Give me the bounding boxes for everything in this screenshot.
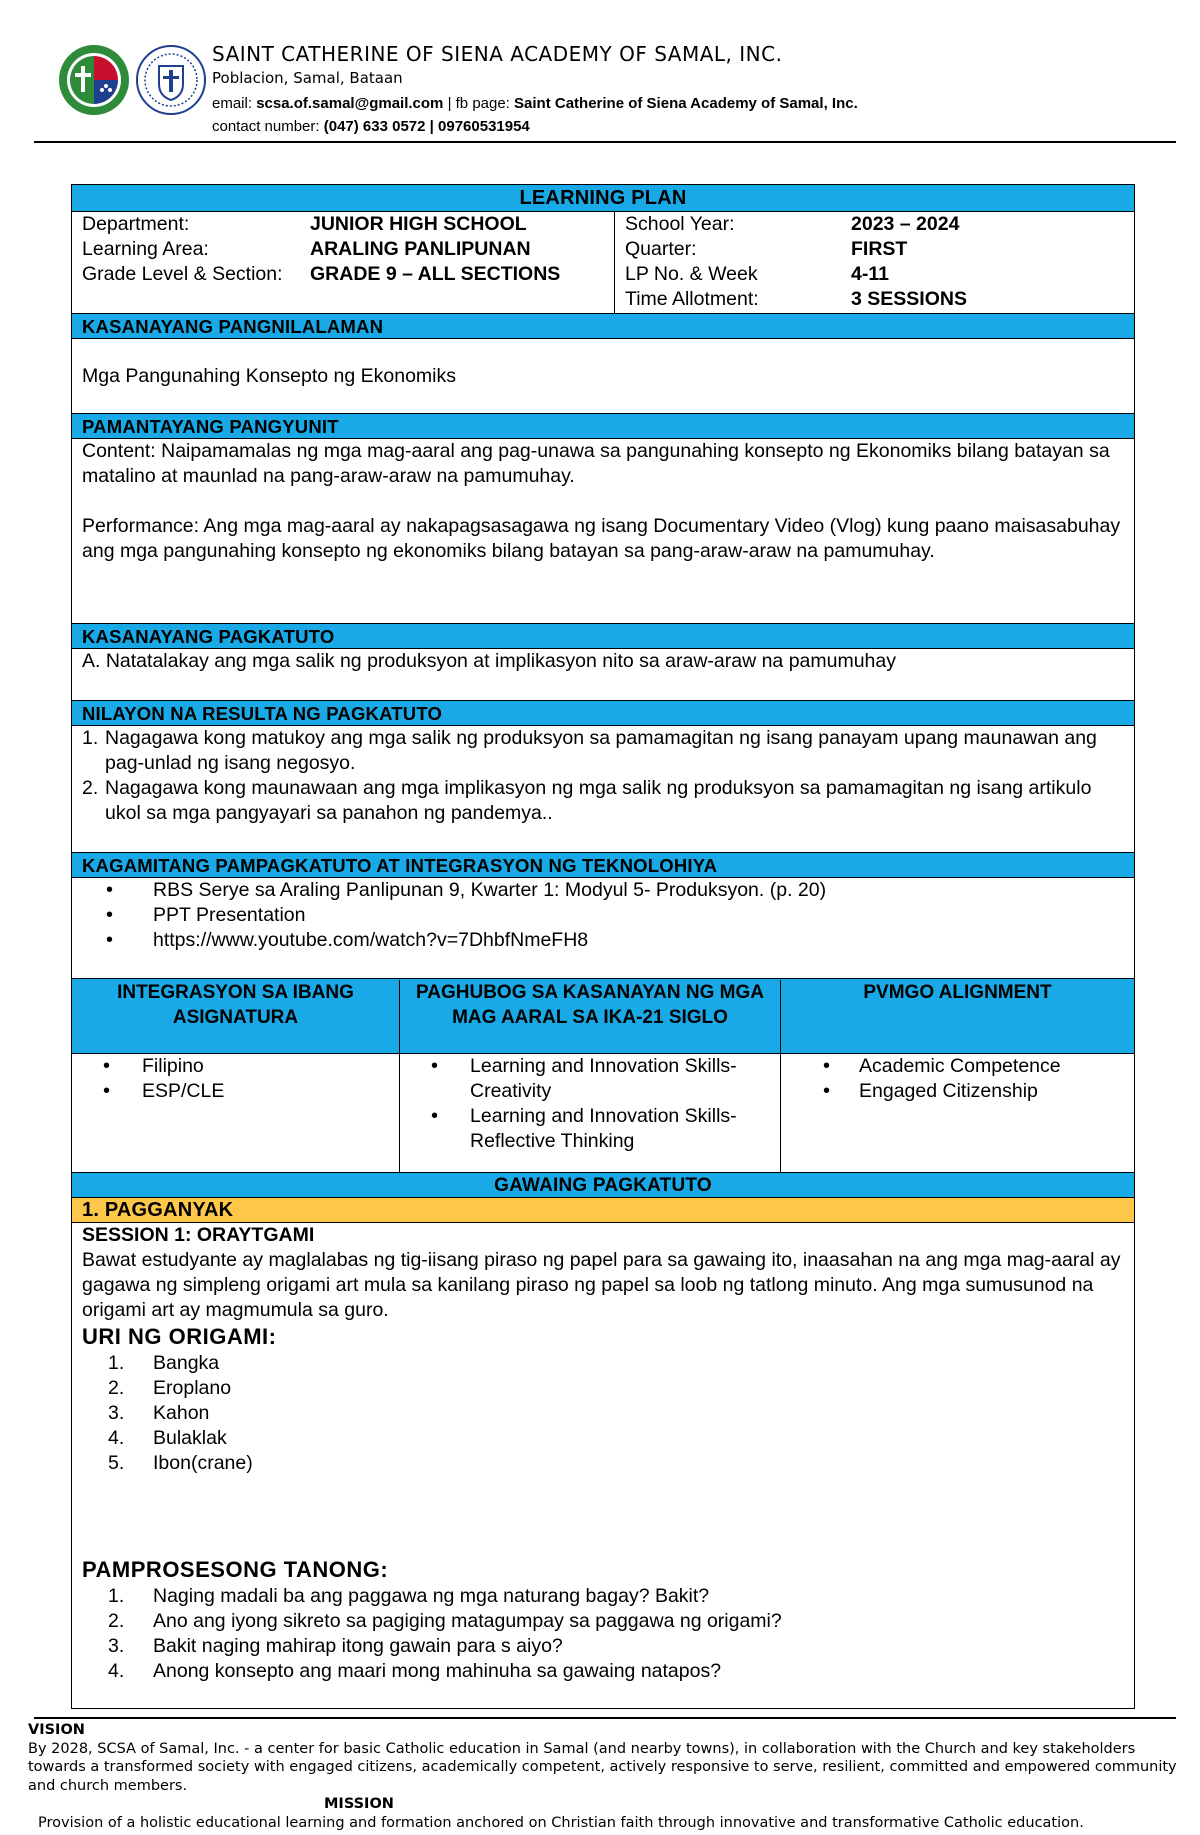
kasanayang-pangnilalaman-text: Mga Pangunahing Konsepto ng Ekonomiks [82, 365, 457, 387]
info-label: Quarter: [625, 238, 697, 260]
info-label: Department: [82, 213, 190, 235]
pamprosesong-tanong-list [72, 1584, 1124, 1684]
school-contact-line [212, 118, 530, 135]
plan-info-row [72, 212, 1134, 314]
section-nilayon: NILAYON NA RESULTA NG PAGKATUTO [72, 701, 1134, 726]
item-text: Ibon(crane) [153, 1452, 253, 1474]
school-name: SAINT CATHERINE OF SIENA ACADEMY OF SAMAL, INC. [212, 42, 783, 66]
learning-plan-title: LEARNING PLAN [72, 185, 1134, 212]
mission-text: Provision of a holistic educational learning and formation anchored on Christian faith through innovative and transformative Catholic education. [38, 1814, 1084, 1831]
section-pagganyak: 1. PAGGANYAK [72, 1198, 1134, 1223]
item-text: Nagagawa kong maunawaan ang mga implikasyon ng mga salik ng produksyon sa pamamagitan ng isang artikulo ukol sa mga pangyayari sa panahon ng pandemya.. [105, 777, 1092, 824]
section-kagamitan: KAGAMITANG PAMPAGKATUTO AT INTEGRASYON NG TEKNOLOHIYA [72, 853, 1134, 878]
info-row [82, 237, 604, 262]
section-kasanayang-pangnilalaman: KASANAYANG PANGNILALAMAN [72, 314, 1134, 339]
header-paghubog: PAGHUBOG SA KASANAYAN NG MGA MAG AARAL SA IKA-21 SIGLO [400, 980, 781, 1053]
item-number: 1. [108, 1585, 125, 1607]
nilayon-item [82, 776, 1124, 826]
three-column-body [72, 1054, 1134, 1173]
item-text: Anong konsepto ang maari mong mahinuha sa gawaing natapos? [153, 1660, 722, 1682]
gawain-intro: Bawat estudyante ay maglalabas ng tig-iisang piraso ng papel para sa gawaing ito, inaasahan na ang mga mag-aaral ay gagawa ng simpleng origami art mula sa kanilang piraso ng papel sa loob ng tatlong minuto. Ang mga sumusunod na origami art ay magmumula sa guro. [82, 1249, 1121, 1321]
paghubog-cell [400, 1054, 781, 1172]
vision-text: By 2028, SCSA of Samal, Inc. - a center for basic Catholic education in Samal (and nearby towns), in collaboration with the Church and key stakeholders towards a transformed society with engaged citizens, academically competent, actively responsive to serve, resilient, committed and empowered community and church members. [28, 1740, 1177, 1794]
origami-item [72, 1376, 1124, 1401]
email-label: email: [212, 95, 257, 112]
info-label: Time Allotment: [625, 288, 759, 310]
item-text: Ano ang iyong sikreto sa pagiging matagumpay sa paggawa ng origami? [153, 1610, 782, 1632]
origami-item [72, 1401, 1124, 1426]
school-email-line [212, 95, 858, 112]
info-row [625, 237, 1124, 262]
school-seal-logo [58, 44, 130, 116]
tanong-item [72, 1659, 1124, 1684]
section-pamantayang-pangyunit: PAMANTAYANG PANGYUNIT [72, 414, 1134, 439]
item-number: 5. [108, 1452, 125, 1474]
info-row [82, 212, 604, 237]
mission-title: MISSION [324, 1796, 394, 1812]
school-address: Poblacion, Samal, Bataan [212, 69, 403, 87]
fb-label: | fb page: [443, 95, 515, 112]
header-divider [34, 141, 1176, 143]
info-value: GRADE 9 – ALL SECTIONS [310, 263, 561, 285]
pvmgo-list [781, 1054, 1134, 1104]
item-number: 1. [108, 1352, 125, 1374]
item-number: 3. [108, 1402, 125, 1424]
item-number: 1. [82, 727, 99, 749]
info-value: 3 SESSIONS [851, 288, 967, 310]
letterhead [0, 0, 1200, 150]
paghubog-item: • Learning and Innovation Skills- Reflective Thinking [400, 1104, 780, 1154]
contact-number: (047) 633 0572 | 09760531954 [323, 118, 530, 135]
footer [28, 1721, 1188, 1832]
item-number: 2. [82, 777, 99, 799]
fb-page: Saint Catherine of Siena Academy of Samal, Inc. [514, 95, 858, 112]
integrasyon-item: • ESP/CLE [72, 1079, 399, 1104]
nilayon-cell [72, 726, 1134, 853]
integrasyon-item: • Filipino [72, 1054, 399, 1079]
item-number: 4. [108, 1660, 125, 1682]
plan-info-right [615, 212, 1134, 313]
paghubog-item: • Learning and Innovation Skills- Creativity [400, 1054, 780, 1104]
tanong-item [72, 1634, 1124, 1659]
kagamitan-item: • RBS Serye sa Araling Panlipunan 9, Kwarter 1: Modyul 5- Produksyon. (p. 20) [72, 878, 1134, 903]
item-number: 2. [108, 1610, 125, 1632]
item-text: Naging madali ba ang paggawa ng mga naturang bagay? Bakit? [153, 1585, 710, 1607]
info-label: Grade Level & Section: [82, 263, 283, 285]
pvmgo-item: • Academic Competence [781, 1054, 1134, 1079]
pamprosesong-tanong-title: PAMPROSESONG TANONG: [82, 1557, 389, 1582]
info-label: Learning Area: [82, 238, 209, 260]
integrasyon-cell [72, 1054, 400, 1172]
pvmgo-cell [781, 1054, 1134, 1172]
learning-plan-table [71, 184, 1135, 1709]
kagamitan-cell [72, 878, 1134, 979]
origami-item [72, 1351, 1124, 1376]
kagamitan-item: • PPT Presentation [72, 903, 1134, 928]
item-text: Kahon [153, 1402, 210, 1424]
performance-standard: Performance: Ang mga mag-aaral ay nakapagsasagawa ng isang Documentary Video (Vlog) kung paano maisasabuhay ang mga pangunahing konsepto ng ekonomiks bilang batayan sa pang-araw-araw na pamumuhay. [82, 515, 1121, 562]
header-pvmgo: PVMGO ALIGNMENT [863, 982, 1052, 1003]
item-number: 3. [108, 1635, 125, 1657]
pvmgo-item: • Engaged Citizenship [781, 1079, 1134, 1104]
academy-crest-logo [135, 44, 207, 116]
info-value: 4-11 [851, 263, 889, 285]
nilayon-list [82, 726, 1124, 826]
paghubog-list [400, 1054, 780, 1154]
tanong-item [72, 1584, 1124, 1609]
info-row [625, 212, 1124, 237]
kasanayang-pagkatuto-text: A. Natatalakay ang mga salik ng produksyon at implikasyon nito sa araw-araw na pamumuhay [82, 650, 897, 672]
item-number: 2. [108, 1377, 125, 1399]
email-address[interactable]: scsa.of.samal@gmail.com [256, 95, 444, 112]
kasanayang-pagkatuto-cell [72, 649, 1134, 701]
item-text: Nagagawa kong matukoy ang mga salik ng produksyon sa pamamagitan ng isang panayam upang maunawan ang pag-unlad ng isang negosyo. [105, 727, 1097, 774]
integrasyon-list [72, 1054, 399, 1104]
info-row [625, 287, 1124, 312]
origami-item [72, 1426, 1124, 1451]
uri-ng-origami-list [72, 1351, 1124, 1476]
three-column-header [72, 979, 1134, 1054]
nilayon-item [82, 726, 1124, 776]
header-integrasyon: INTEGRASYON SA IBANG ASIGNATURA [72, 980, 400, 1053]
section-gawaing-pagkatuto: GAWAING PAGKATUTO [72, 1173, 1134, 1198]
tanong-item [72, 1609, 1124, 1634]
vision-title: VISION [28, 1722, 85, 1738]
kagamitan-item[interactable]: • https://www.youtube.com/watch?v=7DhbfNmeFH8 [72, 928, 1134, 953]
info-row [625, 262, 1124, 287]
item-text: Bakit naging mahirap itong gawain para s aiyo? [153, 1635, 563, 1657]
item-text: Bangka [153, 1352, 220, 1374]
info-row [82, 262, 604, 287]
kasanayang-pangnilalaman-cell [72, 339, 1134, 414]
gawain-cell [72, 1223, 1134, 1708]
footer-divider [34, 1717, 1176, 1719]
info-value: ARALING PANLIPUNAN [310, 238, 531, 260]
info-label: School Year: [625, 213, 735, 235]
info-value: FIRST [851, 238, 908, 260]
session-title: SESSION 1: ORAYTGAMI [82, 1224, 315, 1246]
kagamitan-list [72, 878, 1134, 953]
contact-label: contact number: [212, 118, 324, 135]
origami-item [72, 1451, 1124, 1476]
item-number: 4. [108, 1427, 125, 1449]
info-label: LP No. & Week [625, 263, 758, 285]
pamantayang-pangyunit-cell [72, 439, 1134, 624]
item-text: Bulaklak [153, 1427, 227, 1449]
info-value: 2023 – 2024 [851, 213, 960, 235]
info-value: JUNIOR HIGH SCHOOL [310, 213, 527, 235]
item-text: Eroplano [153, 1377, 232, 1399]
plan-info-left [72, 212, 615, 313]
content-standard: Content: Naipamamalas ng mga mag-aaral ang pag-unawa sa pangunahing konsepto ng Ekonomiks bilang batayan sa matalino at maunlad na pang-araw-araw na pamumuhay. [82, 440, 1110, 487]
section-kasanayang-pagkatuto: KASANAYANG PAGKATUTO [72, 624, 1134, 649]
uri-ng-origami-title: URI NG ORIGAMI: [82, 1324, 277, 1349]
